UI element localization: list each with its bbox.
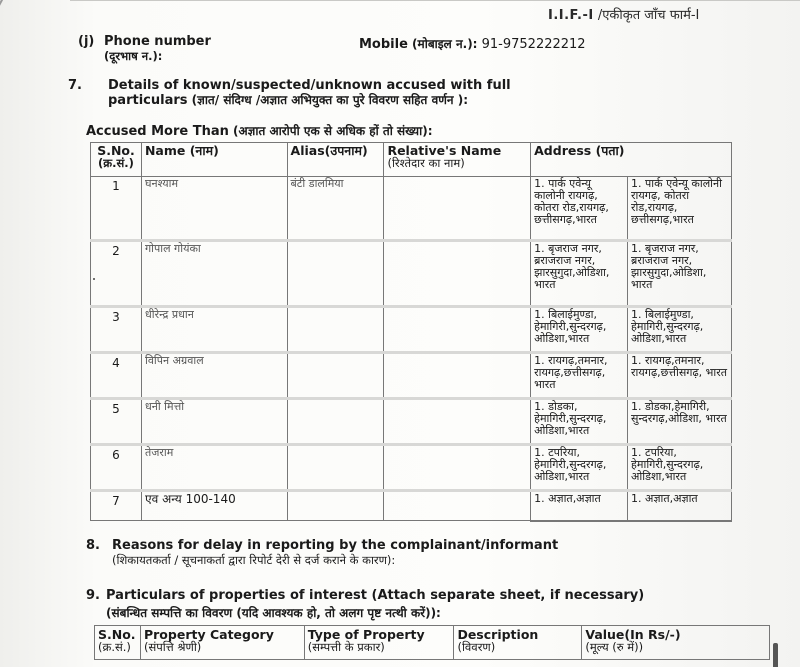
accused-address-2: 1. अज्ञात,अज्ञात: [628, 491, 732, 521]
section-8-heading: [86, 539, 558, 568]
accused-address-2: 1. बृजराज नगर, ब्रराजराज नगर, झारसुगुदा,ओडिशा, भारत: [628, 241, 732, 307]
phone-label-hindi: (दूरभाष न.):: [104, 49, 163, 63]
accused-name: गोपाल गोयंका: [141, 241, 287, 307]
property-table: [94, 625, 770, 660]
accused-row: [91, 399, 732, 445]
page-fold-mark: [0, 0, 6, 32]
accused-address-2: 1. रायगढ़,तमनार, रायगढ़,छत्तीसगढ़, भारत: [628, 353, 732, 399]
accused-address-1: 1. रायगढ़,तमनार, रायगढ़,छत्तीसगढ़, भारत: [531, 353, 628, 399]
section-7-heading: [68, 79, 511, 108]
accused-row: [91, 445, 732, 491]
mobile-label-hindi: (मोबाइल न.):: [412, 37, 478, 51]
property-table-header: [95, 626, 770, 660]
prop-header-sno: S.No. (क्र.सं.): [95, 626, 141, 660]
accused-address-1: 1. बृजराज नगर, ब्रराजराज नगर, झारसुगुदा,ओडिशा, भारत: [531, 241, 628, 307]
accused-alias: [287, 399, 384, 445]
section-8-title-hindi: (शिकायतकर्ता / सूचनाकर्ता द्वारा रिपोर्ट देरी से दर्ज कराने के कारण):: [112, 553, 396, 567]
accused-alias: [287, 445, 384, 491]
accused-sno: 5: [91, 399, 142, 445]
accused-sno: 6: [91, 445, 142, 491]
accused-name: विपिन अग्रवाल: [141, 353, 287, 399]
section-8-number: 8.: [86, 538, 100, 553]
accused-alias: [287, 353, 384, 399]
accused-row: [91, 241, 732, 307]
accused-address-1: 1. डोडका, हेमागिरी,सुन्दरगढ़, ओडिशा,भारत: [531, 399, 628, 445]
accused-row: [91, 307, 732, 353]
section-8-title: Reasons for delay in reporting by the complainant/informant: [112, 538, 559, 553]
accused-alias: [287, 241, 384, 307]
section-7-title-line1: Details of known/suspected/unknown accused with full: [108, 78, 511, 93]
accused-alias: बंटी डालमिया: [287, 177, 384, 241]
accused-address-2: 1. डोडका,हेमागिरी, सुन्दरगढ़,ओडिशा, भारत: [628, 399, 732, 445]
mobile-value: 91-9752222212: [481, 37, 586, 52]
accused-sno: 1: [91, 177, 142, 241]
accused-address-1: 1. अज्ञात,अज्ञात: [531, 491, 628, 521]
accused-alias: [287, 491, 384, 521]
accused-row: [91, 177, 732, 241]
accused-sno: 2: [91, 241, 142, 307]
accused-more-hindi: (अज्ञात आरोपी एक से अधिक हों तो संख्या):: [233, 124, 433, 138]
section-7-title-line2: particulars: [108, 93, 188, 108]
accused-row: [91, 491, 732, 521]
accused-sno: 3: [91, 307, 142, 353]
section-9-number: 9.: [86, 588, 100, 603]
accused-name: घनश्याम: [141, 177, 287, 241]
accused-alias: [287, 307, 384, 353]
accused-address-1: 1. बिलाईमुण्डा, हेमागिरी,सुन्दरगढ़, ओडिशा,भारत: [531, 307, 628, 353]
phone-number-field: [78, 35, 211, 63]
prop-header-type: Type of Property (सम्पत्ती के प्रकार): [304, 626, 454, 660]
mobile-label: Mobile: [359, 37, 408, 52]
phone-label: Phone number: [104, 34, 211, 49]
accused-sno: 4: [91, 353, 142, 399]
top-rule: [70, 0, 800, 1]
form-name-hindi: /एकीकृत जाँच फार्म-I: [597, 8, 700, 23]
header-address: Address (पता): [531, 143, 732, 177]
section-9-title-hindi: (संबन्धित सम्पत्ति का विवरण (यदि आवश्यक हो, तो अलग पृष्ट नत्थी करें)):: [106, 606, 441, 620]
accused-row: [91, 353, 732, 399]
section-9-title: Particulars of properties of interest (Attach separate sheet, if necessary): [106, 588, 645, 603]
header-sno: S.No. (क्र.सं.): [91, 143, 142, 177]
accused-name: तेजराम: [141, 445, 287, 491]
phone-label-prefix: (j): [78, 34, 95, 49]
accused-relative: [384, 353, 531, 399]
prop-header-description: Description (विवरण): [454, 626, 582, 660]
prop-header-category: Property Category (संपत्ति श्रेणी): [140, 626, 304, 660]
accused-relative: [384, 399, 531, 445]
accused-relative: [384, 445, 531, 491]
accused-table-header: [91, 143, 732, 177]
section-9-heading: [86, 589, 644, 621]
accused-address-1: 1. टपरिया, हेमागिरी,सुन्दरगढ़, ओडिशा,भारत: [531, 445, 628, 491]
accused-relative: [384, 241, 531, 307]
accused-address-2: 1. पार्क एवेन्यू कालोनी रायगढ़, कोतरा रोड,रायगढ़, छत्तीसगढ़,भारत: [628, 177, 732, 241]
header-name: Name (नाम): [141, 143, 287, 177]
section-7-number: 7.: [68, 78, 82, 93]
form-identifier: [548, 5, 699, 23]
accused-relative: [384, 177, 531, 241]
mobile-field: [359, 35, 586, 52]
accused-name: धीरेन्द्र प्रधान: [141, 307, 287, 353]
accused-relative: [384, 307, 531, 353]
accused-name: एव अन्य 100-140: [141, 491, 287, 521]
accused-table: [90, 142, 732, 522]
prop-header-value: Value(In Rs/-) (मूल्य (रु में)): [582, 626, 770, 660]
header-alias: Alias(उपनाम): [287, 143, 384, 177]
accused-more-label: Accused More Than: [86, 124, 229, 139]
accused-relative: [384, 491, 531, 521]
accused-address-1: 1. पार्क एवेन्यू कालोनी रायगढ़, कोतरा रोड,रायगढ़, छत्तीसगढ़,भारत: [531, 177, 628, 241]
form-code: I.I.F.-I: [548, 8, 594, 23]
scan-edge-marker: [773, 643, 778, 667]
accused-sno: 7: [91, 491, 142, 521]
accused-name: धनी मित्तो: [141, 399, 287, 445]
section-7-title-hindi: (ज्ञात/ संदिग्ध /अज्ञात अभियुक्त का पुरे विवरण सहित वर्णन ):: [191, 93, 469, 107]
accused-address-2: 1. टपरिया, हेमागिरी,सुन्दरगढ़, ओडिशा,भारत: [628, 445, 732, 491]
header-relative: Relative's Name (रिश्तेदार का नाम): [384, 143, 531, 177]
accused-more-than-label: [86, 122, 433, 139]
accused-address-2: 1. बिलाईमुण्डा, हेमागिरी,सुन्दरगढ़, ओडिशा,भारत: [628, 307, 732, 353]
